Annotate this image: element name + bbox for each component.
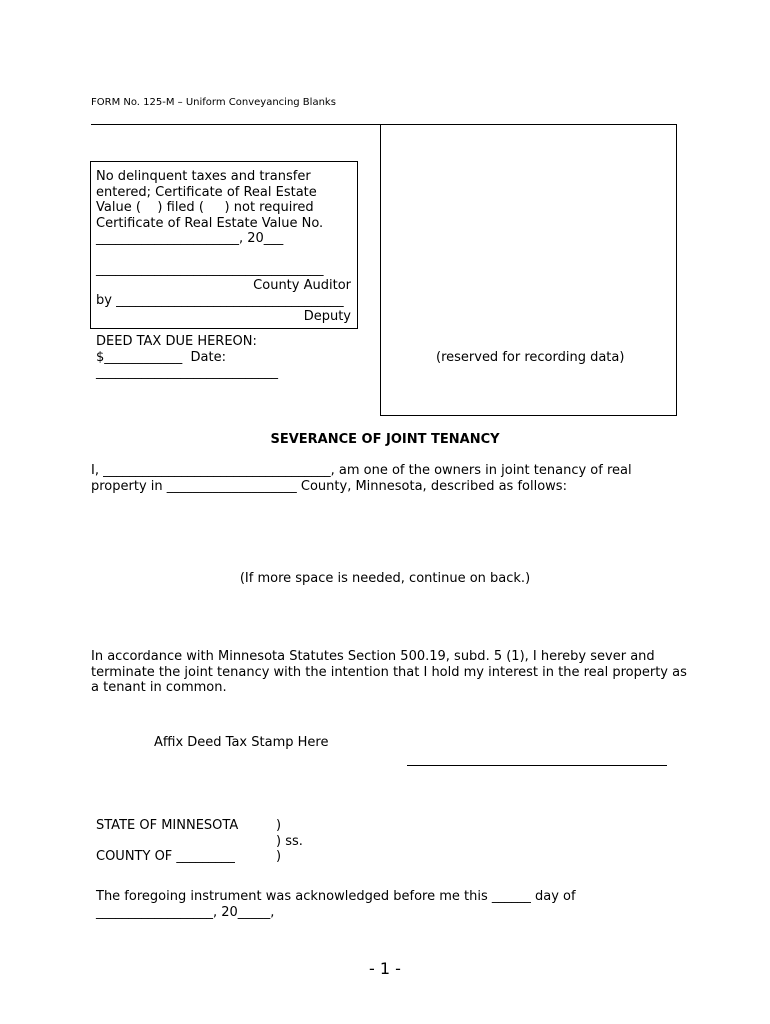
acknowledgment-line-1: The foregoing instrument was acknowledged before me this ______ day of: [96, 889, 576, 904]
header-rule: [91, 124, 381, 125]
page-number: - 1 -: [369, 959, 401, 978]
county-label: COUNTY OF _________: [96, 849, 235, 864]
deed-tax-stamp-label: Affix Deed Tax Stamp Here: [154, 735, 329, 750]
acknowledgment-line-2: __________________, 20_____,: [96, 904, 275, 920]
auditor-signature-line: ___________________________________: [96, 262, 324, 277]
form-header: FORM No. 125-M – Uniform Conveyancing Blanks: [91, 97, 336, 108]
county-auditor-label: County Auditor: [253, 277, 351, 293]
statute-line-1: In accordance with Minnesota Statutes Section 500.19, subd. 5 (1), I hereby sever and: [91, 649, 655, 664]
more-space-note: (If more space is needed, continue on back.): [239, 571, 531, 586]
recording-data-box: [380, 124, 677, 416]
intro-line-2: property in ____________________ County, Minnesota, described as follows:: [91, 478, 567, 494]
certificate-number-blank: ______________________, 20___: [96, 231, 284, 246]
statute-line-2: terminate the joint tenancy with the intention that I hold my interest in the real property as: [91, 664, 687, 680]
venue-ss: ) ss.: [276, 833, 303, 849]
deputy-signature-line: by ___________________________________: [96, 293, 344, 308]
grantor-signature-line: [407, 765, 667, 766]
intro-line-1: I, ___________________________________, am one of the owners in joint tenancy of real: [91, 463, 632, 478]
venue-paren-2: ): [276, 849, 282, 864]
recording-data-label: (reserved for recording data): [436, 350, 625, 365]
deed-tax-amount-date: $____________ Date:: [96, 349, 226, 365]
auditor-text-line-1: No delinquent taxes and transfer: [96, 169, 311, 184]
deed-tax-label: DEED TAX DUE HEREON:: [96, 334, 257, 349]
auditor-text-line-4: Certificate of Real Estate Value No.: [96, 215, 324, 231]
document-title: SEVERANCE OF JOINT TENANCY: [270, 432, 500, 447]
state-label: STATE OF MINNESOTA: [96, 818, 239, 833]
statute-line-3: a tenant in common.: [91, 680, 227, 695]
auditor-text-line-3: Value ( ) filed ( ) not required: [96, 200, 314, 215]
deed-tax-blank: ____________________________: [96, 365, 278, 380]
auditor-text-line-2: entered; Certificate of Real Estate: [96, 184, 317, 200]
county-auditor-box: [90, 161, 358, 329]
venue-paren-1: ): [276, 818, 282, 833]
deputy-label: Deputy: [303, 308, 351, 324]
